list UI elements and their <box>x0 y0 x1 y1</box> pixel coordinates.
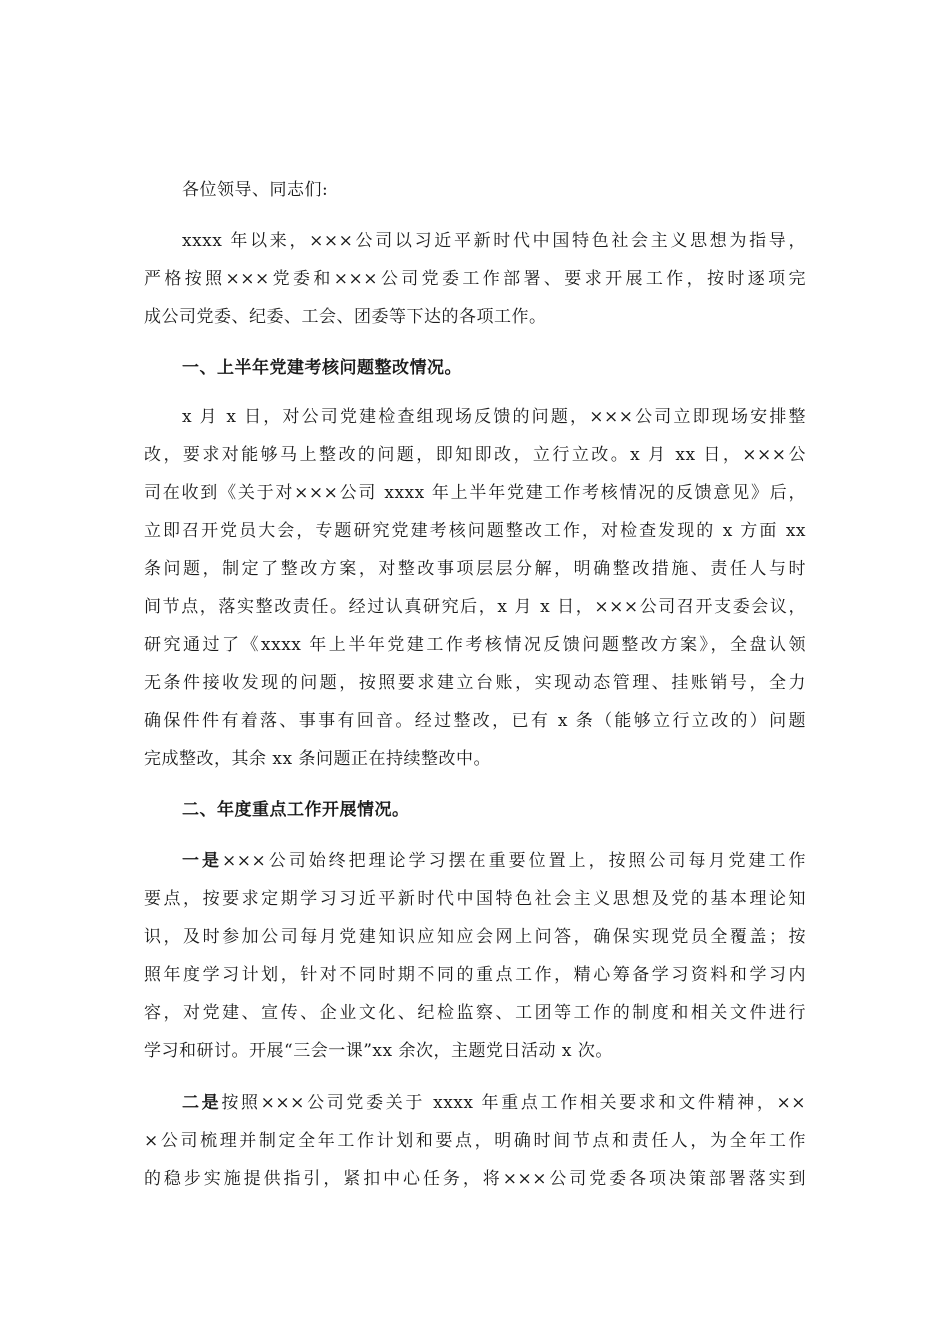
p1-first: ×××公司始终把理论学习摆在重要位置上，按照公司每月党建工作 <box>221 851 806 871</box>
section2-p2-line <box>182 1091 806 1115</box>
p2-first: 按照×××公司党委关于 xxxx 年重点工作相关要求和文件精神，×× <box>221 1093 807 1113</box>
section2-p1-line: 照年度学习计划，针对不同时期不同的重点工作，精心筹备学习资料和学习内 <box>144 965 806 985</box>
p2-lead: 二是 <box>182 1093 222 1113</box>
section2-p1-line: 学习和研讨。开展“三会一课”xx 余次，主题党日活动 x 次。 <box>144 1041 613 1061</box>
section1-line: 确保件件有着落、事事有回音。经过整改，已有 x 条（能够立行立改的）问题 <box>144 711 806 731</box>
section1-line: 完成整改，其余 xx 条问题正在持续整改中。 <box>144 749 491 769</box>
section1-line: x 月 x 日，对公司党建检查组现场反馈的问题，×××公司立即现场安排整 <box>182 407 806 427</box>
section2-p2-line: 的稳步实施提供指引，紧扣中心任务，将×××公司党委各项决策部署落实到 <box>144 1169 806 1189</box>
section2-heading: 二、年度重点工作开展情况。 <box>182 800 410 820</box>
section2-p1-line: 容，对党建、宣传、企业文化、纪检监察、工团等工作的制度和相关文件进行 <box>144 1003 806 1023</box>
p1-lead: 一是 <box>182 851 222 871</box>
intro-line: xxxx 年以来，×××公司以习近平新时代中国特色社会主义思想为指导， <box>182 231 806 251</box>
intro-line: 成公司党委、纪委、工会、团委等下达的各项工作。 <box>144 307 547 327</box>
section1-line: 无条件接收发现的问题，按照要求建立台账，实现动态管理、挂账销号，全力 <box>144 673 806 693</box>
section1-line: 条问题，制定了整改方案，对整改事项层层分解，明确整改措施、责任人与时 <box>144 559 806 579</box>
section1-line: 研究通过了《xxxx 年上半年党建工作考核情况反馈问题整改方案》，全盘认领 <box>144 635 806 655</box>
section2-p1-line <box>182 849 806 873</box>
section2-p1-line: 识，及时参加公司每月党建知识应知应会网上问答，确保实现党员全覆盖；按 <box>144 927 806 947</box>
section1-line: 立即召开党员大会，专题研究党建考核问题整改工作，对检查发现的 x 方面 xx <box>144 521 806 541</box>
section1-heading: 一、上半年党建考核问题整改情况。 <box>182 358 462 378</box>
greeting: 各位领导、同志们: <box>182 180 329 200</box>
section1-line: 间节点，落实整改责任。经过认真研究后，x 月 x 日，×××公司召开支委会议， <box>144 597 806 617</box>
intro-line: 严格按照×××党委和×××公司党委工作部署、要求开展工作，按时逐项完 <box>144 269 806 289</box>
section2-p1-line: 要点，按要求定期学习习近平新时代中国特色社会主义思想及党的基本理论知 <box>144 889 806 909</box>
section1-line: 改，要求对能够马上整改的问题，即知即改，立行立改。x 月 xx 日，×××公 <box>144 445 806 465</box>
section1-line: 司在收到《关于对×××公司 xxxx 年上半年党建工作考核情况的反馈意见》后， <box>144 483 806 503</box>
section2-p2-line: ×公司梳理并制定全年工作计划和要点，明确时间节点和责任人，为全年工作 <box>144 1131 806 1151</box>
